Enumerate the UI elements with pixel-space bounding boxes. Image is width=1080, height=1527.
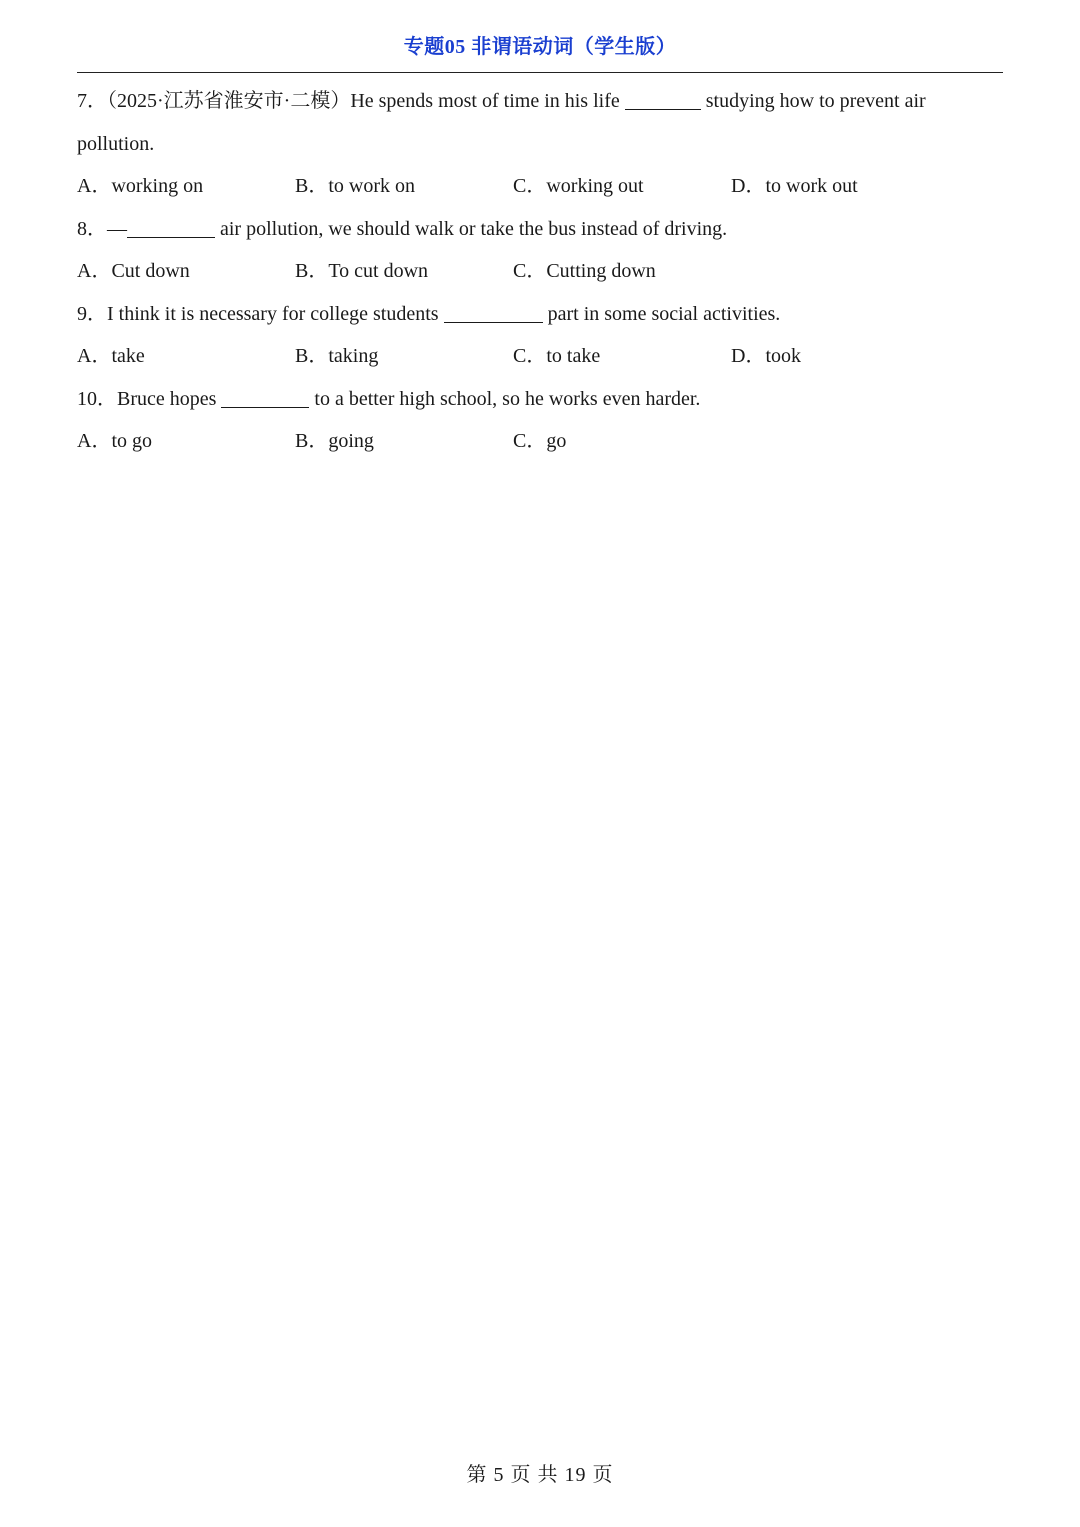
question-number: 7．	[77, 90, 107, 112]
question-8	[77, 208, 1007, 293]
option-b[interactable]: B．going	[295, 430, 374, 452]
page-footer	[0, 1458, 1080, 1487]
question-10	[77, 378, 1007, 463]
question-prefix: —	[107, 217, 127, 240]
question-10-stem	[77, 378, 1007, 421]
option-c[interactable]: C．Cutting down	[513, 260, 656, 282]
footer-page-suffix: 页	[592, 1464, 614, 1486]
question-9	[77, 293, 1007, 378]
footer-page-number: 5	[493, 1464, 505, 1486]
question-text-after: to a better high school, so he works even harder.	[309, 387, 701, 410]
question-10-options	[77, 420, 1007, 463]
question-text-before: I think it is necessary for college students	[107, 302, 444, 325]
question-list	[77, 80, 1007, 463]
question-text-after: part in some social activities.	[542, 302, 781, 325]
option-d[interactable]: D．to work out	[731, 175, 858, 197]
option-d[interactable]: D．took	[731, 345, 801, 367]
question-text-before: He spends most of time in his life	[350, 90, 625, 112]
question-source: （2025·江苏省淮安市·二模）	[107, 90, 351, 112]
answer-blank[interactable]	[127, 216, 215, 238]
option-b[interactable]: B．to work on	[295, 175, 415, 197]
question-7	[77, 80, 1007, 208]
option-a[interactable]: A．take	[77, 345, 145, 367]
question-9-options	[77, 335, 1007, 378]
answer-blank[interactable]	[625, 88, 701, 110]
page-header-title: 专题05 非谓语动词（学生版）	[403, 36, 677, 58]
question-7-stem	[77, 80, 1007, 165]
option-c[interactable]: C．working out	[513, 175, 644, 197]
question-number: 10．	[77, 387, 117, 410]
answer-blank[interactable]	[444, 301, 543, 323]
option-a[interactable]: A．working on	[77, 175, 204, 197]
question-number: 8．	[77, 217, 107, 240]
option-c[interactable]: C．to take	[513, 345, 601, 367]
footer-page-label: 第	[466, 1464, 488, 1486]
question-9-stem	[77, 293, 1007, 336]
header-divider	[77, 72, 1003, 73]
answer-blank[interactable]	[221, 386, 309, 408]
question-text-before: Bruce hopes	[117, 387, 222, 410]
option-a[interactable]: A．to go	[77, 430, 152, 452]
question-7-options	[77, 165, 1007, 208]
option-b[interactable]: B．taking	[295, 345, 379, 367]
question-8-stem	[77, 208, 1007, 251]
question-8-options	[77, 250, 1007, 293]
question-text-after: air pollution, we should walk or take the bus instead of driving.	[215, 217, 728, 240]
footer-page-mid: 页 共	[510, 1464, 559, 1486]
option-c[interactable]: C．go	[513, 430, 567, 452]
question-text-after: studying how to prevent air pollution.	[77, 90, 926, 155]
question-number: 9．	[77, 302, 107, 325]
footer-total-pages: 19	[564, 1464, 587, 1486]
option-a[interactable]: A．Cut down	[77, 260, 190, 282]
option-b[interactable]: B．To cut down	[295, 260, 429, 282]
